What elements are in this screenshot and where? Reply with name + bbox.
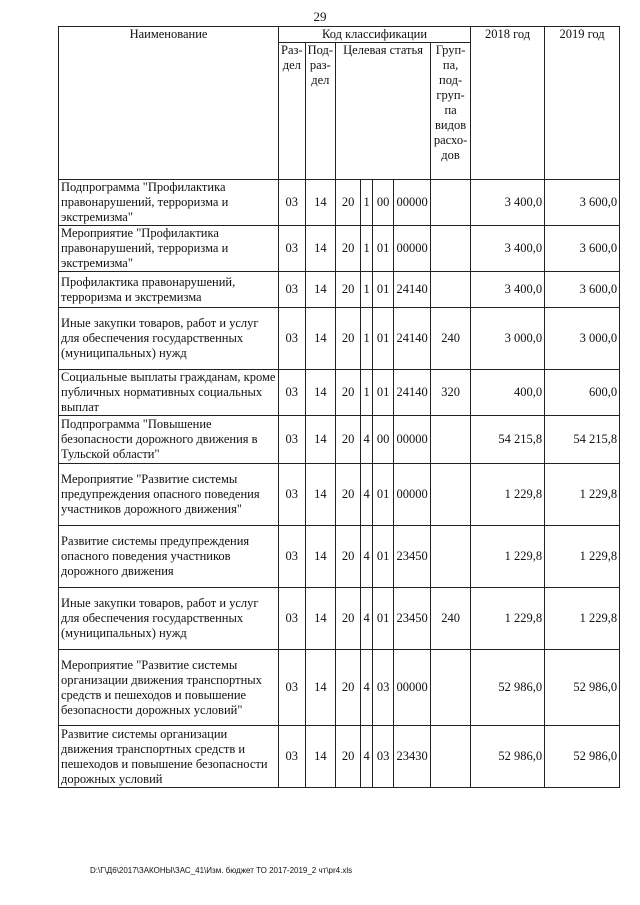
row-expense-group: 240	[431, 588, 471, 650]
row-subprogram: 4	[361, 464, 373, 526]
row-expense-group	[431, 226, 471, 272]
table-header	[59, 27, 620, 180]
row-subprogram: 4	[361, 526, 373, 588]
row-subsection: 14	[305, 180, 335, 226]
row-amount-2018: 1 229,8	[471, 526, 545, 588]
row-subsection: 14	[305, 726, 335, 788]
row-expense-group: 240	[431, 308, 471, 370]
row-expense-group: 320	[431, 370, 471, 416]
row-section: 03	[279, 226, 306, 272]
header-classification: Код классификации	[279, 27, 471, 43]
row-expense-group	[431, 180, 471, 226]
row-name: Иные закупки товаров, работ и услуг для обеспечения государственных (муниципальных) нужд	[59, 308, 279, 370]
header-name: Наименование	[59, 27, 279, 180]
table-row	[59, 526, 620, 588]
row-section: 03	[279, 726, 306, 788]
row-subsection: 14	[305, 308, 335, 370]
row-activity: 00	[373, 180, 394, 226]
row-direction: 00000	[394, 650, 431, 726]
row-section: 03	[279, 308, 306, 370]
header-section: Раз- дел	[279, 43, 306, 180]
row-program: 20	[336, 272, 361, 308]
row-amount-2019: 54 215,8	[545, 416, 620, 464]
budget-table	[58, 26, 620, 788]
row-activity: 01	[373, 308, 394, 370]
row-amount-2018: 1 229,8	[471, 588, 545, 650]
row-section: 03	[279, 588, 306, 650]
row-subprogram: 4	[361, 650, 373, 726]
row-amount-2018: 54 215,8	[471, 416, 545, 464]
row-program: 20	[336, 180, 361, 226]
row-direction: 24140	[394, 308, 431, 370]
row-activity: 01	[373, 464, 394, 526]
row-subsection: 14	[305, 226, 335, 272]
header-expense-group: Груп- па, под- груп- па видов расхо- дов	[431, 43, 471, 180]
row-amount-2018: 1 229,8	[471, 464, 545, 526]
row-amount-2018: 3 400,0	[471, 226, 545, 272]
row-name: Подпрограмма "Профилактика правонарушений, терроризма и экстремизма"	[59, 180, 279, 226]
row-amount-2019: 3 600,0	[545, 272, 620, 308]
row-amount-2019: 52 986,0	[545, 650, 620, 726]
table-row	[59, 180, 620, 226]
row-activity: 01	[373, 272, 394, 308]
row-amount-2019: 1 229,8	[545, 526, 620, 588]
row-activity: 01	[373, 370, 394, 416]
row-direction: 00000	[394, 180, 431, 226]
table-row	[59, 726, 620, 788]
row-name: Мероприятие "Развитие системы организации движения транспортных средств и пешеходов и повышение безопасности дорожных условий"	[59, 650, 279, 726]
row-subsection: 14	[305, 588, 335, 650]
row-program: 20	[336, 650, 361, 726]
row-direction: 24140	[394, 272, 431, 308]
row-program: 20	[336, 370, 361, 416]
row-expense-group	[431, 650, 471, 726]
row-direction: 24140	[394, 370, 431, 416]
row-subsection: 14	[305, 650, 335, 726]
row-direction: 00000	[394, 226, 431, 272]
row-program: 20	[336, 464, 361, 526]
row-amount-2019: 600,0	[545, 370, 620, 416]
row-name: Профилактика правонарушений, терроризма и экстремизма	[59, 272, 279, 308]
table-row	[59, 416, 620, 464]
row-name: Развитие системы предупреждения опасного поведения участников дорожного движения	[59, 526, 279, 588]
row-expense-group	[431, 464, 471, 526]
row-program: 20	[336, 416, 361, 464]
row-amount-2018: 3 000,0	[471, 308, 545, 370]
table-row	[59, 272, 620, 308]
row-amount-2018: 52 986,0	[471, 650, 545, 726]
table-row	[59, 308, 620, 370]
row-subsection: 14	[305, 370, 335, 416]
table-row	[59, 226, 620, 272]
row-activity: 00	[373, 416, 394, 464]
row-name: Иные закупки товаров, работ и услуг для обеспечения государственных (муниципальных) нужд	[59, 588, 279, 650]
row-program: 20	[336, 226, 361, 272]
row-amount-2019: 52 986,0	[545, 726, 620, 788]
row-subprogram: 1	[361, 272, 373, 308]
row-subsection: 14	[305, 416, 335, 464]
row-amount-2019: 1 229,8	[545, 464, 620, 526]
row-section: 03	[279, 272, 306, 308]
file-path-footer: D:\Г\Д6\2017\ЗАКОНЫ\ЗАС_41\Изм. бюджет ТО 2017-2019_2 чт\pr4.xls	[90, 866, 353, 875]
row-activity: 01	[373, 588, 394, 650]
row-amount-2019: 1 229,8	[545, 588, 620, 650]
row-amount-2018: 3 400,0	[471, 180, 545, 226]
row-name: Социальные выплаты гражданам, кроме публичных нормативных социальных выплат	[59, 370, 279, 416]
table-row	[59, 588, 620, 650]
row-activity: 03	[373, 650, 394, 726]
row-name: Подпрограмма "Повышение безопасности дорожного движения в Тульской области"	[59, 416, 279, 464]
row-direction: 00000	[394, 464, 431, 526]
row-subsection: 14	[305, 526, 335, 588]
row-section: 03	[279, 464, 306, 526]
row-program: 20	[336, 726, 361, 788]
row-amount-2019: 3 600,0	[545, 180, 620, 226]
row-amount-2019: 3 600,0	[545, 226, 620, 272]
row-subprogram: 4	[361, 416, 373, 464]
row-section: 03	[279, 180, 306, 226]
table-row	[59, 464, 620, 526]
table-row	[59, 370, 620, 416]
page-number: 29	[313, 9, 327, 24]
row-program: 20	[336, 308, 361, 370]
row-subsection: 14	[305, 272, 335, 308]
row-expense-group	[431, 726, 471, 788]
table-row	[59, 650, 620, 726]
row-section: 03	[279, 416, 306, 464]
row-expense-group	[431, 526, 471, 588]
row-subprogram: 4	[361, 726, 373, 788]
row-expense-group	[431, 416, 471, 464]
row-amount-2018: 52 986,0	[471, 726, 545, 788]
row-direction: 23430	[394, 726, 431, 788]
header-subsection: Под- раз- дел	[305, 43, 335, 180]
row-direction: 23450	[394, 526, 431, 588]
row-subprogram: 1	[361, 180, 373, 226]
row-name: Мероприятие "Развитие системы предупреждения опасного поведения участников дорожного движения"	[59, 464, 279, 526]
row-expense-group	[431, 272, 471, 308]
header-target-article: Целевая статья	[336, 43, 431, 180]
row-amount-2018: 400,0	[471, 370, 545, 416]
row-activity: 01	[373, 526, 394, 588]
row-direction: 00000	[394, 416, 431, 464]
row-program: 20	[336, 526, 361, 588]
row-activity: 03	[373, 726, 394, 788]
row-subprogram: 1	[361, 226, 373, 272]
row-amount-2019: 3 000,0	[545, 308, 620, 370]
row-name: Мероприятие "Профилактика правонарушений, терроризма и экстремизма"	[59, 226, 279, 272]
row-subprogram: 4	[361, 588, 373, 650]
table-body	[59, 180, 620, 788]
row-section: 03	[279, 526, 306, 588]
row-subsection: 14	[305, 464, 335, 526]
row-name: Развитие системы организации движения транспортных средств и пешеходов и повышение безопасности дорожных условий	[59, 726, 279, 788]
row-activity: 01	[373, 226, 394, 272]
header-year-2019: 2019 год	[545, 27, 620, 180]
row-subprogram: 1	[361, 308, 373, 370]
row-amount-2018: 3 400,0	[471, 272, 545, 308]
header-year-2018: 2018 год	[471, 27, 545, 180]
row-section: 03	[279, 650, 306, 726]
row-program: 20	[336, 588, 361, 650]
row-subprogram: 1	[361, 370, 373, 416]
row-section: 03	[279, 370, 306, 416]
row-direction: 23450	[394, 588, 431, 650]
